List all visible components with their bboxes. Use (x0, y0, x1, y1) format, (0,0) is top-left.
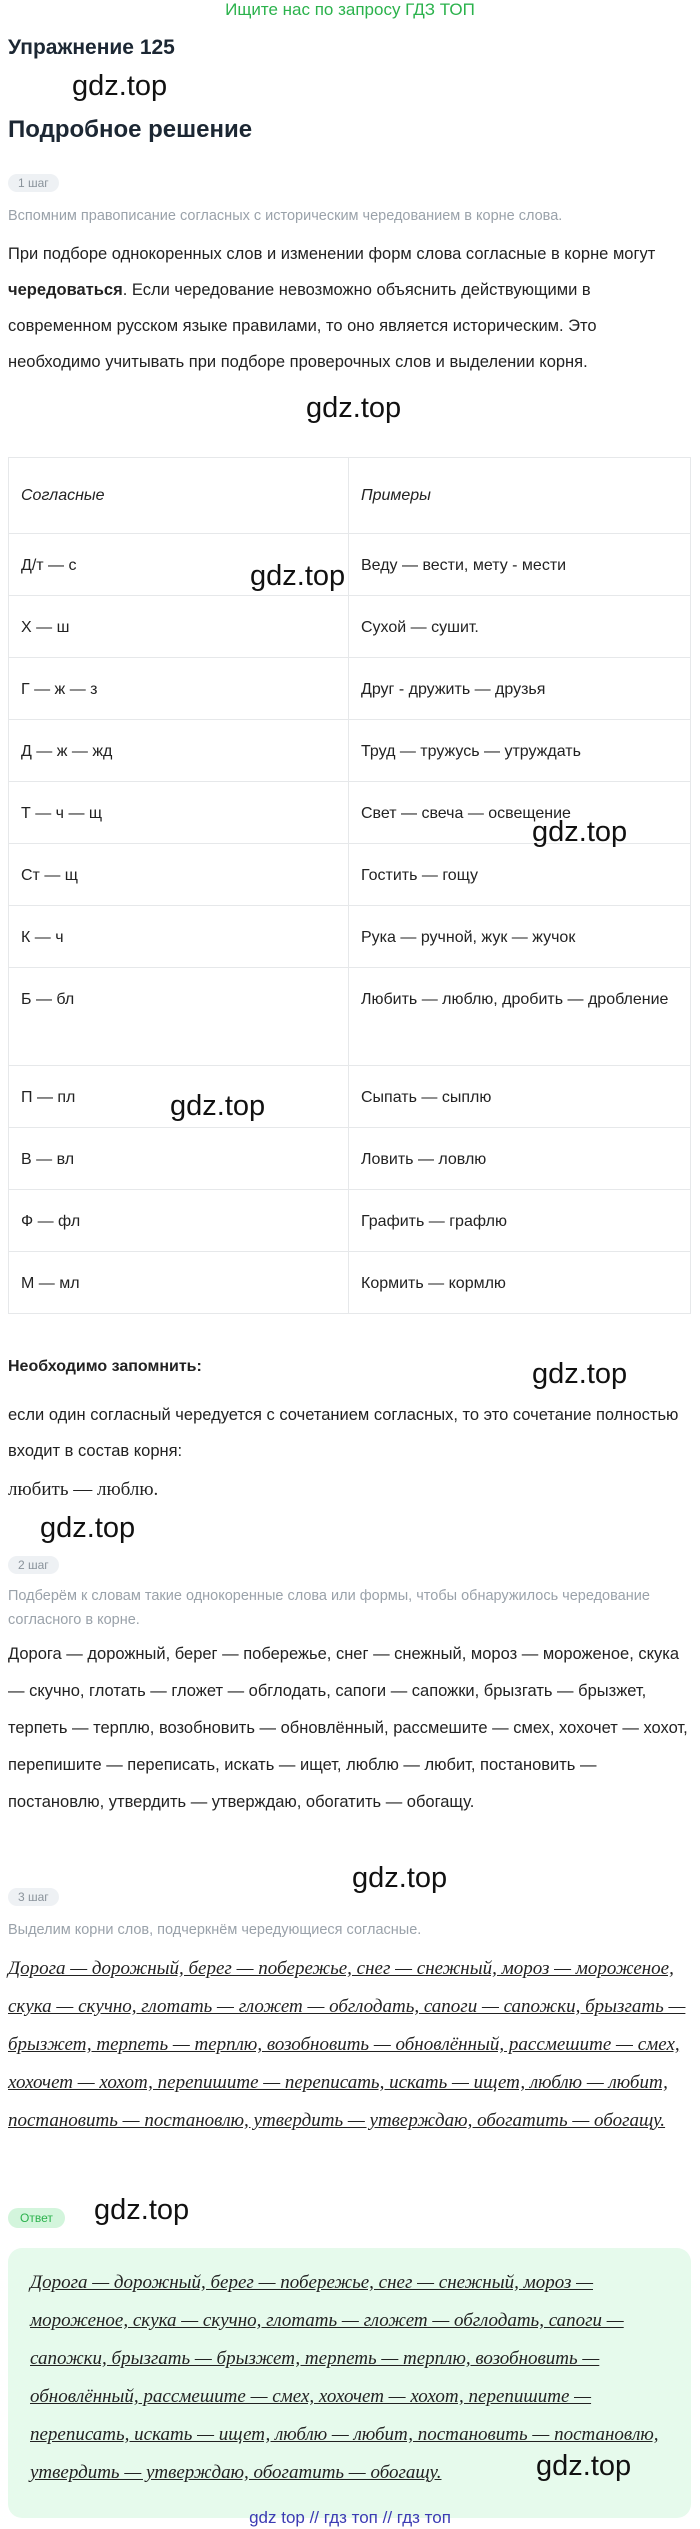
table-cell: Труд — тружусь — утруждать (349, 720, 691, 782)
table-row (9, 1252, 691, 1314)
table-row (9, 658, 691, 720)
watermark: gdz.top (532, 1358, 628, 1390)
watermark: gdz.top (170, 1090, 266, 1122)
step2-hint: Подберём к словам такие однокоренные слова или формы, чтобы обнаружилось чередование согласного в корне. (8, 1588, 650, 1628)
search-hint-link[interactable]: Ищите нас по запросу ГДЗ ТОП (225, 0, 475, 19)
step1-hint: Вспомним правописание согласных с историческим чередованием в корне слова. (8, 208, 563, 224)
table-cell: Х — ш (9, 596, 349, 658)
watermark: gdz.top (40, 1512, 136, 1544)
remember-text: если один согласный чередуется с сочетанием согласных, то это сочетание полностью входит в состав корня: (8, 1406, 679, 1460)
step2-badge: 2 шаг (8, 1556, 59, 1574)
table-cell: Графить — графлю (349, 1190, 691, 1252)
table-row (9, 720, 691, 782)
table-cell: Любить — люблю, дробить — дробление (349, 968, 691, 1066)
table-cell: Веду — вести, мету - мести (349, 534, 691, 596)
table-row (9, 906, 691, 968)
table-cell: Свет — свеча — освещение (349, 782, 691, 844)
table-row (9, 1128, 691, 1190)
answer-text: Дорога — дорожный, берег — побережье, снег — снежный, мороз — мороженое, скука — скучно, глотать — гложет — обглодать, сапоги — сапожки, брызгать — брызжет, терпеть — терплю, возобновить — обновлённый, рассмешите — смех, хохочет — хохот, перепишите — переписать, искать — ищет, люблю — любит, постановить — постановлю, утвердить — утверждаю, обогатить — обогащу. (30, 2272, 659, 2483)
table-row (9, 1066, 691, 1128)
step3-badge: 3 шаг (8, 1888, 59, 1906)
watermark: gdz.top (72, 70, 168, 102)
table-row (9, 1190, 691, 1252)
watermark: gdz.top (94, 2194, 190, 2226)
step2-text: Дорога — дорожный, берег — побережье, снег — снежный, мороз — мороженое, скука — скучно, глотать — гложет — обглодать, сапоги — сапожки, брызгать — брызжет, терпеть — терплю, возобновить — обновлённый, рассмешите — смех, хохочет — хохот, перепишите — переписать, искать — ищет, люблю — любит, постановить — постановлю, утвердить — утверждаю, обогатить — обогащу. (8, 1645, 688, 1811)
remember-title: Необходимо запомнить: (8, 1358, 202, 1375)
watermark: gdz.top (536, 2450, 632, 2482)
solution-heading: Подробное решение (8, 116, 253, 143)
table-cell: К — ч (9, 906, 349, 968)
table-cell: Кормить — кормлю (349, 1252, 691, 1314)
table-cell: Сухой — сушит. (349, 596, 691, 658)
footer-links[interactable]: gdz top // гдз топ // гдз топ (249, 2508, 451, 2527)
table-cell: Д — ж — жд (9, 720, 349, 782)
watermark: gdz.top (250, 560, 346, 592)
table-cell: П — пл (9, 1066, 349, 1128)
table-cell: Друг - дружить — друзья (349, 658, 691, 720)
watermark: gdz.top (306, 392, 402, 424)
table-row (9, 596, 691, 658)
table-row (9, 844, 691, 906)
table-cell: Г — ж — з (9, 658, 349, 720)
table-cell: Рука — ручной, жук — жучок (349, 906, 691, 968)
table-cell: Б — бл (9, 968, 349, 1066)
table-cell: Ловить — ловлю (349, 1128, 691, 1190)
table-header: Примеры (349, 458, 691, 534)
step3-hint: Выделим корни слов, подчеркнём чередующиеся согласные. (8, 1922, 422, 1938)
table-cell: Сыпать — сыплю (349, 1066, 691, 1128)
table-header: Согласные (9, 458, 349, 534)
step1-paragraph: При подборе однокоренных слов и изменении форм слова согласные в корне могут чередоваться. Если чередование невозможно объяснить действующими в современном русском языке правилами, то оно является историческим. Это необходимо учитывать при подборе проверочных слов и выделении корня. (8, 245, 656, 371)
table-cell: Т — ч — щ (9, 782, 349, 844)
table-cell: Д/т — с (9, 534, 349, 596)
step1-badge: 1 шаг (8, 174, 59, 192)
step3-text: Дорога — дорожный, берег — побережье, снег — снежный, мороз — мороженое, скука — скучно, глотать — гложет — обглодать, сапоги — сапожки, брызгать — брызжет, терпеть — терплю, возобновить — обновлённый, рассмешите — смех, хохочет — хохот, перепишите — переписать, искать — ищет, люблю — любит, постановить — постановлю, утвердить — утверждаю, обогатить — обогащу. (8, 1958, 686, 2131)
table-cell: М — мл (9, 1252, 349, 1314)
table-cell: Ф — фл (9, 1190, 349, 1252)
table-cell: В — вл (9, 1128, 349, 1190)
watermark: gdz.top (352, 1862, 448, 1894)
table-row (9, 968, 691, 1066)
remember-example: любить — люблю. (8, 1479, 159, 1500)
exercise-title: Упражнение 125 (8, 36, 175, 59)
alternation-table (8, 457, 691, 1314)
answer-badge: Ответ (8, 2208, 65, 2228)
table-cell: Гостить — гощу (349, 844, 691, 906)
table-cell: Ст — щ (9, 844, 349, 906)
table-row (9, 534, 691, 596)
watermark: gdz.top (532, 816, 628, 848)
